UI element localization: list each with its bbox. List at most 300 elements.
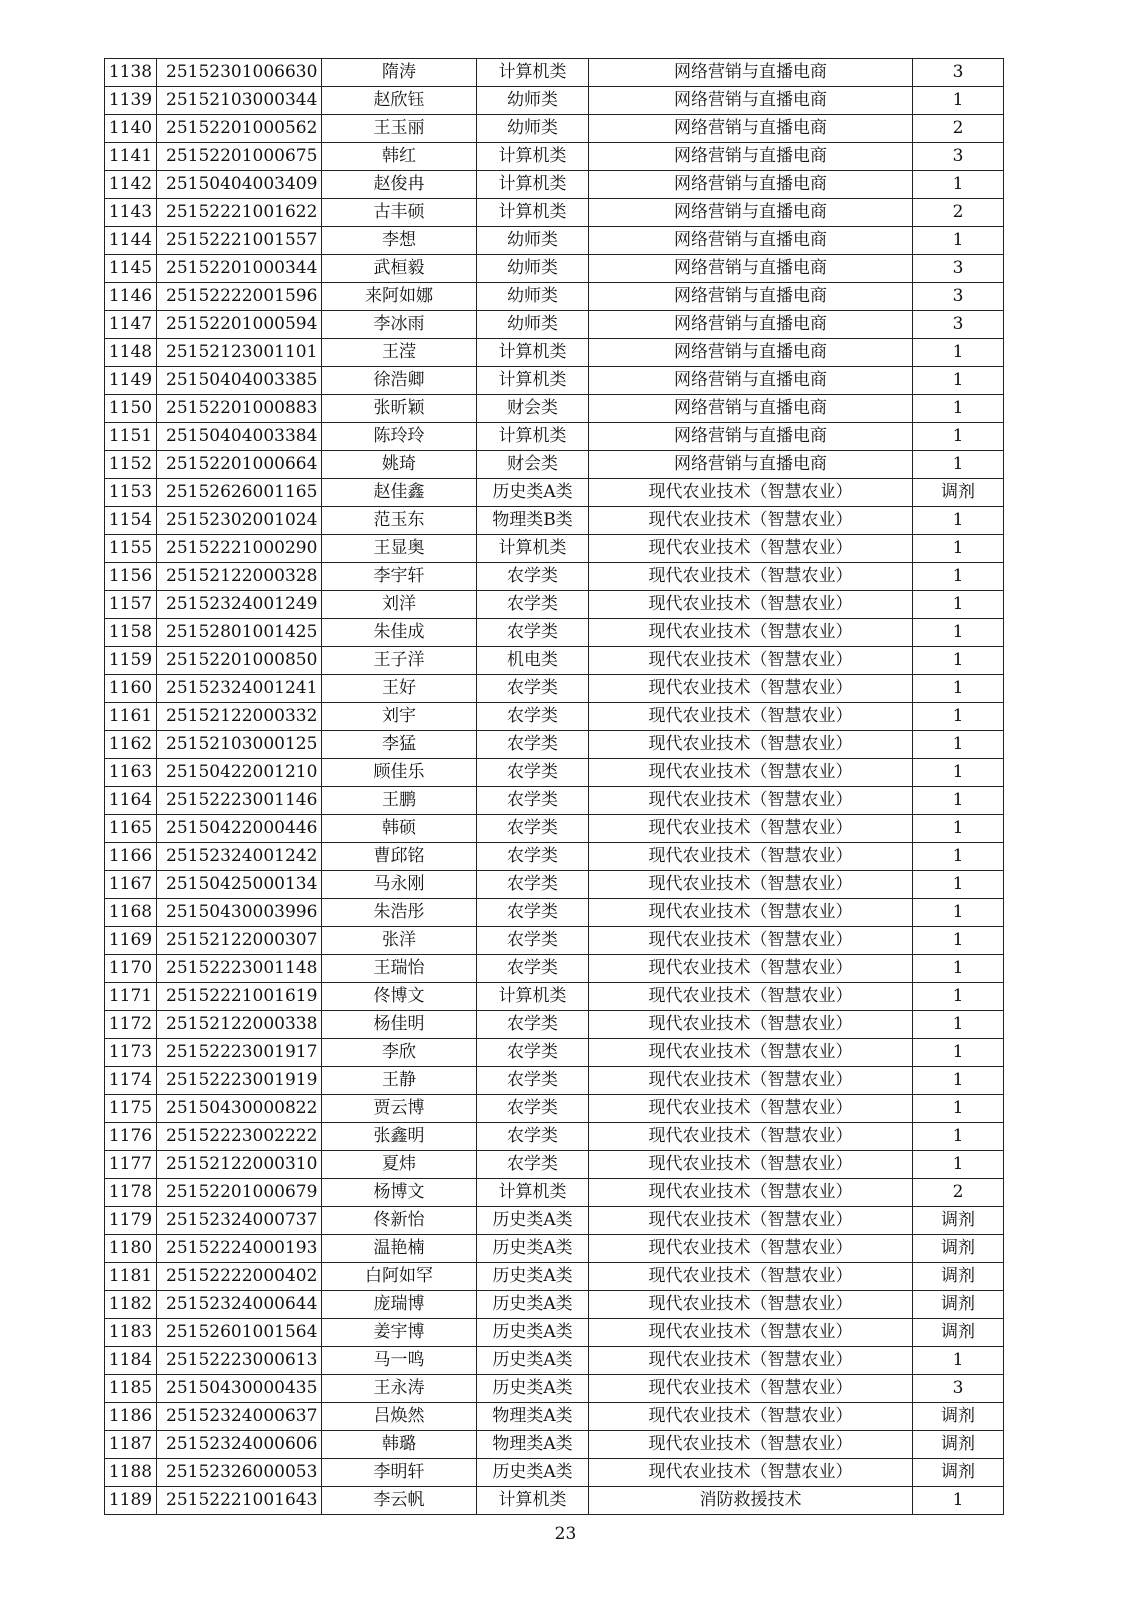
- table-row: [105, 1487, 1004, 1515]
- choice-rank: 3: [913, 283, 1004, 311]
- major: 现代农业技术（智慧农业）: [589, 619, 913, 647]
- student-name: 王鹏: [322, 787, 477, 815]
- row-number: 1148: [105, 339, 157, 367]
- table-row: [105, 731, 1004, 759]
- exam-id: 25152221001619: [157, 983, 322, 1011]
- choice-rank: 3: [913, 1375, 1004, 1403]
- choice-rank: 1: [913, 87, 1004, 115]
- row-number: 1138: [105, 59, 157, 87]
- exam-id: 25152324001242: [157, 843, 322, 871]
- subject-category: 历史类A类: [477, 1263, 589, 1291]
- student-name: 张昕颖: [322, 395, 477, 423]
- subject-category: 历史类A类: [477, 1347, 589, 1375]
- table-row: [105, 1011, 1004, 1039]
- row-number: 1144: [105, 227, 157, 255]
- subject-category: 物理类A类: [477, 1431, 589, 1459]
- major: 现代农业技术（智慧农业）: [589, 535, 913, 563]
- table-row: [105, 1403, 1004, 1431]
- exam-id: 25152201000850: [157, 647, 322, 675]
- major: 网络营销与直播电商: [589, 423, 913, 451]
- exam-id: 25152324001241: [157, 675, 322, 703]
- student-name: 韩硕: [322, 815, 477, 843]
- row-number: 1150: [105, 395, 157, 423]
- table-row: [105, 927, 1004, 955]
- row-number: 1151: [105, 423, 157, 451]
- subject-category: 农学类: [477, 563, 589, 591]
- student-name: 姚琦: [322, 451, 477, 479]
- major: 网络营销与直播电商: [589, 283, 913, 311]
- student-name: 王玉丽: [322, 115, 477, 143]
- exam-id: 25152221001622: [157, 199, 322, 227]
- student-name: 佟新怡: [322, 1207, 477, 1235]
- subject-category: 农学类: [477, 1067, 589, 1095]
- major: 现代农业技术（智慧农业）: [589, 787, 913, 815]
- row-number: 1179: [105, 1207, 157, 1235]
- subject-category: 计算机类: [477, 339, 589, 367]
- table-row: [105, 59, 1004, 87]
- major: 现代农业技术（智慧农业）: [589, 731, 913, 759]
- student-name: 韩红: [322, 143, 477, 171]
- row-number: 1186: [105, 1403, 157, 1431]
- row-number: 1175: [105, 1095, 157, 1123]
- student-name: 陈玲玲: [322, 423, 477, 451]
- exam-id: 25152626001165: [157, 479, 322, 507]
- student-name: 马永刚: [322, 871, 477, 899]
- student-name: 白阿如罕: [322, 1263, 477, 1291]
- choice-rank: 1: [913, 1067, 1004, 1095]
- student-name: 王瑞怡: [322, 955, 477, 983]
- exam-id: 25150430003996: [157, 899, 322, 927]
- major: 网络营销与直播电商: [589, 143, 913, 171]
- major: 现代农业技术（智慧农业）: [589, 1431, 913, 1459]
- table-row: [105, 451, 1004, 479]
- choice-rank: 3: [913, 311, 1004, 339]
- exam-id: 25152324000637: [157, 1403, 322, 1431]
- major: 现代农业技术（智慧农业）: [589, 983, 913, 1011]
- major: 现代农业技术（智慧农业）: [589, 1039, 913, 1067]
- subject-category: 幼师类: [477, 283, 589, 311]
- subject-category: 农学类: [477, 1095, 589, 1123]
- student-name: 曹邱铭: [322, 843, 477, 871]
- exam-id: 25152324000644: [157, 1291, 322, 1319]
- table-row: [105, 815, 1004, 843]
- row-number: 1149: [105, 367, 157, 395]
- exam-id: 25152301006630: [157, 59, 322, 87]
- table-row: [105, 619, 1004, 647]
- subject-category: 历史类A类: [477, 1235, 589, 1263]
- subject-category: 农学类: [477, 843, 589, 871]
- exam-id: 25152222000402: [157, 1263, 322, 1291]
- subject-category: 财会类: [477, 451, 589, 479]
- table-row: [105, 703, 1004, 731]
- exam-id: 25152201000344: [157, 255, 322, 283]
- choice-rank: 3: [913, 59, 1004, 87]
- choice-rank: 1: [913, 535, 1004, 563]
- table-row: [105, 843, 1004, 871]
- subject-category: 机电类: [477, 647, 589, 675]
- page-number: 23: [554, 1524, 577, 1544]
- row-number: 1170: [105, 955, 157, 983]
- subject-category: 计算机类: [477, 983, 589, 1011]
- major: 网络营销与直播电商: [589, 367, 913, 395]
- choice-rank: 1: [913, 955, 1004, 983]
- row-number: 1184: [105, 1347, 157, 1375]
- exam-id: 25150422001210: [157, 759, 322, 787]
- major: 现代农业技术（智慧农业）: [589, 1095, 913, 1123]
- choice-rank: 调剂: [913, 479, 1004, 507]
- table-row: [105, 1095, 1004, 1123]
- row-number: 1165: [105, 815, 157, 843]
- student-name: 赵佳鑫: [322, 479, 477, 507]
- row-number: 1189: [105, 1487, 157, 1515]
- subject-category: 计算机类: [477, 143, 589, 171]
- choice-rank: 1: [913, 759, 1004, 787]
- choice-rank: 调剂: [913, 1207, 1004, 1235]
- subject-category: 幼师类: [477, 115, 589, 143]
- row-number: 1147: [105, 311, 157, 339]
- subject-category: 农学类: [477, 787, 589, 815]
- student-name: 武桓毅: [322, 255, 477, 283]
- major: 网络营销与直播电商: [589, 395, 913, 423]
- exam-id: 25152223001148: [157, 955, 322, 983]
- exam-id: 25150422000446: [157, 815, 322, 843]
- table-row: [105, 759, 1004, 787]
- choice-rank: 1: [913, 647, 1004, 675]
- row-number: 1174: [105, 1067, 157, 1095]
- row-number: 1156: [105, 563, 157, 591]
- choice-rank: 1: [913, 507, 1004, 535]
- exam-id: 25152324001249: [157, 591, 322, 619]
- table-row: [105, 1459, 1004, 1487]
- subject-category: 农学类: [477, 675, 589, 703]
- student-name: 朱佳成: [322, 619, 477, 647]
- major: 现代农业技术（智慧农业）: [589, 927, 913, 955]
- table-row: [105, 423, 1004, 451]
- student-name: 王静: [322, 1067, 477, 1095]
- choice-rank: 1: [913, 591, 1004, 619]
- exam-id: 25152223001146: [157, 787, 322, 815]
- table-row: [105, 1375, 1004, 1403]
- student-name: 范玉东: [322, 507, 477, 535]
- exam-id: 25152223000613: [157, 1347, 322, 1375]
- row-number: 1146: [105, 283, 157, 311]
- table-row: [105, 1319, 1004, 1347]
- major: 现代农业技术（智慧农业）: [589, 1011, 913, 1039]
- subject-category: 计算机类: [477, 59, 589, 87]
- row-number: 1153: [105, 479, 157, 507]
- table-row: [105, 1347, 1004, 1375]
- student-name: 贾云博: [322, 1095, 477, 1123]
- major: 现代农业技术（智慧农业）: [589, 1319, 913, 1347]
- table-row: [105, 591, 1004, 619]
- choice-rank: 1: [913, 899, 1004, 927]
- exam-id: 25152324000606: [157, 1431, 322, 1459]
- student-name: 隋涛: [322, 59, 477, 87]
- student-name: 李欣: [322, 1039, 477, 1067]
- table-row: [105, 479, 1004, 507]
- subject-category: 历史类A类: [477, 1375, 589, 1403]
- table-row: [105, 507, 1004, 535]
- table-row: [105, 1179, 1004, 1207]
- row-number: 1176: [105, 1123, 157, 1151]
- table-row: [105, 1263, 1004, 1291]
- student-name: 李宇轩: [322, 563, 477, 591]
- exam-id: 25152122000310: [157, 1151, 322, 1179]
- choice-rank: 调剂: [913, 1403, 1004, 1431]
- table-row: [105, 675, 1004, 703]
- exam-id: 25152221001557: [157, 227, 322, 255]
- major: 现代农业技术（智慧农业）: [589, 1459, 913, 1487]
- major: 消防救援技术: [589, 1487, 913, 1515]
- row-number: 1172: [105, 1011, 157, 1039]
- subject-category: 农学类: [477, 619, 589, 647]
- table-body: [105, 59, 1004, 1515]
- choice-rank: 调剂: [913, 1431, 1004, 1459]
- student-name: 韩璐: [322, 1431, 477, 1459]
- exam-id: 25152201000562: [157, 115, 322, 143]
- table-row: [105, 1431, 1004, 1459]
- exam-id: 25152201000883: [157, 395, 322, 423]
- major: 网络营销与直播电商: [589, 199, 913, 227]
- row-number: 1140: [105, 115, 157, 143]
- major: 网络营销与直播电商: [589, 59, 913, 87]
- choice-rank: 1: [913, 1123, 1004, 1151]
- major: 网络营销与直播电商: [589, 171, 913, 199]
- choice-rank: 3: [913, 143, 1004, 171]
- subject-category: 农学类: [477, 731, 589, 759]
- exam-id: 25152122000328: [157, 563, 322, 591]
- table-row: [105, 367, 1004, 395]
- major: 现代农业技术（智慧农业）: [589, 647, 913, 675]
- subject-category: 幼师类: [477, 255, 589, 283]
- student-name: 王显奥: [322, 535, 477, 563]
- major: 现代农业技术（智慧农业）: [589, 675, 913, 703]
- row-number: 1181: [105, 1263, 157, 1291]
- student-name: 李明轩: [322, 1459, 477, 1487]
- exam-id: 25152122000338: [157, 1011, 322, 1039]
- choice-rank: 1: [913, 1151, 1004, 1179]
- student-name: 王子洋: [322, 647, 477, 675]
- choice-rank: 1: [913, 815, 1004, 843]
- student-name: 庞瑞博: [322, 1291, 477, 1319]
- major: 现代农业技术（智慧农业）: [589, 1067, 913, 1095]
- exam-id: 25152221001643: [157, 1487, 322, 1515]
- table-row: [105, 563, 1004, 591]
- exam-id: 25150430000435: [157, 1375, 322, 1403]
- major: 现代农业技术（智慧农业）: [589, 759, 913, 787]
- row-number: 1187: [105, 1431, 157, 1459]
- subject-category: 农学类: [477, 871, 589, 899]
- major: 现代农业技术（智慧农业）: [589, 871, 913, 899]
- exam-id: 25152801001425: [157, 619, 322, 647]
- student-name: 李冰雨: [322, 311, 477, 339]
- row-number: 1152: [105, 451, 157, 479]
- choice-rank: 1: [913, 843, 1004, 871]
- subject-category: 农学类: [477, 899, 589, 927]
- choice-rank: 3: [913, 255, 1004, 283]
- subject-category: 计算机类: [477, 1179, 589, 1207]
- subject-category: 计算机类: [477, 1487, 589, 1515]
- student-name: 杨博文: [322, 1179, 477, 1207]
- subject-category: 农学类: [477, 1151, 589, 1179]
- choice-rank: 1: [913, 451, 1004, 479]
- choice-rank: 1: [913, 1095, 1004, 1123]
- row-number: 1158: [105, 619, 157, 647]
- table-row: [105, 255, 1004, 283]
- choice-rank: 1: [913, 1347, 1004, 1375]
- row-number: 1167: [105, 871, 157, 899]
- exam-id: 25152223001919: [157, 1067, 322, 1095]
- student-name: 杨佳明: [322, 1011, 477, 1039]
- row-number: 1169: [105, 927, 157, 955]
- subject-category: 历史类A类: [477, 1319, 589, 1347]
- major: 网络营销与直播电商: [589, 339, 913, 367]
- subject-category: 农学类: [477, 703, 589, 731]
- subject-category: 物理类B类: [477, 507, 589, 535]
- major: 网络营销与直播电商: [589, 255, 913, 283]
- exam-id: 25152601001564: [157, 1319, 322, 1347]
- exam-id: 25152223002222: [157, 1123, 322, 1151]
- exam-id: 25152324000737: [157, 1207, 322, 1235]
- row-number: 1143: [105, 199, 157, 227]
- exam-id: 25152201000679: [157, 1179, 322, 1207]
- major: 现代农业技术（智慧农业）: [589, 955, 913, 983]
- row-number: 1188: [105, 1459, 157, 1487]
- row-number: 1163: [105, 759, 157, 787]
- row-number: 1183: [105, 1319, 157, 1347]
- subject-category: 历史类A类: [477, 1459, 589, 1487]
- choice-rank: 调剂: [913, 1235, 1004, 1263]
- choice-rank: 1: [913, 339, 1004, 367]
- subject-category: 农学类: [477, 759, 589, 787]
- table-row: [105, 143, 1004, 171]
- subject-category: 计算机类: [477, 199, 589, 227]
- row-number: 1162: [105, 731, 157, 759]
- exam-id: 25152103000344: [157, 87, 322, 115]
- major: 网络营销与直播电商: [589, 87, 913, 115]
- choice-rank: 1: [913, 731, 1004, 759]
- major: 现代农业技术（智慧农业）: [589, 1403, 913, 1431]
- table-row: [105, 647, 1004, 675]
- major: 现代农业技术（智慧农业）: [589, 703, 913, 731]
- student-name: 王滢: [322, 339, 477, 367]
- major: 现代农业技术（智慧农业）: [589, 507, 913, 535]
- exam-id: 25150404003409: [157, 171, 322, 199]
- table-row: [105, 535, 1004, 563]
- exam-id: 25150404003384: [157, 423, 322, 451]
- subject-category: 计算机类: [477, 171, 589, 199]
- exam-id: 25150425000134: [157, 871, 322, 899]
- choice-rank: 1: [913, 227, 1004, 255]
- table-row: [105, 871, 1004, 899]
- table-row: [105, 1039, 1004, 1067]
- subject-category: 历史类A类: [477, 479, 589, 507]
- student-name: 李想: [322, 227, 477, 255]
- row-number: 1157: [105, 591, 157, 619]
- row-number: 1173: [105, 1039, 157, 1067]
- choice-rank: 调剂: [913, 1263, 1004, 1291]
- major: 现代农业技术（智慧农业）: [589, 591, 913, 619]
- choice-rank: 1: [913, 367, 1004, 395]
- row-number: 1154: [105, 507, 157, 535]
- table-row: [105, 955, 1004, 983]
- exam-id: 25152201000594: [157, 311, 322, 339]
- student-name: 刘洋: [322, 591, 477, 619]
- choice-rank: 1: [913, 423, 1004, 451]
- row-number: 1161: [105, 703, 157, 731]
- choice-rank: 调剂: [913, 1459, 1004, 1487]
- student-name: 赵俊冉: [322, 171, 477, 199]
- choice-rank: 1: [913, 1011, 1004, 1039]
- exam-id: 25152201000675: [157, 143, 322, 171]
- major: 现代农业技术（智慧农业）: [589, 563, 913, 591]
- choice-rank: 1: [913, 703, 1004, 731]
- subject-category: 农学类: [477, 1123, 589, 1151]
- choice-rank: 1: [913, 1039, 1004, 1067]
- subject-category: 历史类A类: [477, 1291, 589, 1319]
- major: 网络营销与直播电商: [589, 451, 913, 479]
- row-number: 1141: [105, 143, 157, 171]
- major: 现代农业技术（智慧农业）: [589, 815, 913, 843]
- subject-category: 财会类: [477, 395, 589, 423]
- student-name: 古丰硕: [322, 199, 477, 227]
- major: 现代农业技术（智慧农业）: [589, 843, 913, 871]
- choice-rank: 1: [913, 619, 1004, 647]
- row-number: 1168: [105, 899, 157, 927]
- exam-id: 25152123001101: [157, 339, 322, 367]
- major: 网络营销与直播电商: [589, 115, 913, 143]
- table-row: [105, 395, 1004, 423]
- subject-category: 农学类: [477, 815, 589, 843]
- table-row: [105, 227, 1004, 255]
- table-row: [105, 1207, 1004, 1235]
- row-number: 1159: [105, 647, 157, 675]
- exam-id: 25152201000664: [157, 451, 322, 479]
- table-row: [105, 1151, 1004, 1179]
- subject-category: 计算机类: [477, 423, 589, 451]
- choice-rank: 1: [913, 563, 1004, 591]
- subject-category: 历史类A类: [477, 1207, 589, 1235]
- student-name: 徐浩卿: [322, 367, 477, 395]
- row-number: 1139: [105, 87, 157, 115]
- student-name: 张洋: [322, 927, 477, 955]
- table-row: [105, 115, 1004, 143]
- row-number: 1145: [105, 255, 157, 283]
- choice-rank: 1: [913, 675, 1004, 703]
- row-number: 1166: [105, 843, 157, 871]
- major: 现代农业技术（智慧农业）: [589, 1375, 913, 1403]
- choice-rank: 1: [913, 871, 1004, 899]
- choice-rank: 2: [913, 1179, 1004, 1207]
- exam-id: 25152302001024: [157, 507, 322, 535]
- choice-rank: 调剂: [913, 1319, 1004, 1347]
- major: 现代农业技术（智慧农业）: [589, 479, 913, 507]
- student-name: 马一鸣: [322, 1347, 477, 1375]
- row-number: 1182: [105, 1291, 157, 1319]
- student-name: 王永涛: [322, 1375, 477, 1403]
- exam-id: 25152224000193: [157, 1235, 322, 1263]
- subject-category: 农学类: [477, 1011, 589, 1039]
- student-name: 李猛: [322, 731, 477, 759]
- student-name: 温艳楠: [322, 1235, 477, 1263]
- exam-id: 25152223001917: [157, 1039, 322, 1067]
- major: 网络营销与直播电商: [589, 227, 913, 255]
- exam-id: 25152103000125: [157, 731, 322, 759]
- major: 现代农业技术（智慧农业）: [589, 1263, 913, 1291]
- row-number: 1178: [105, 1179, 157, 1207]
- student-name: 王好: [322, 675, 477, 703]
- exam-id: 25152326000053: [157, 1459, 322, 1487]
